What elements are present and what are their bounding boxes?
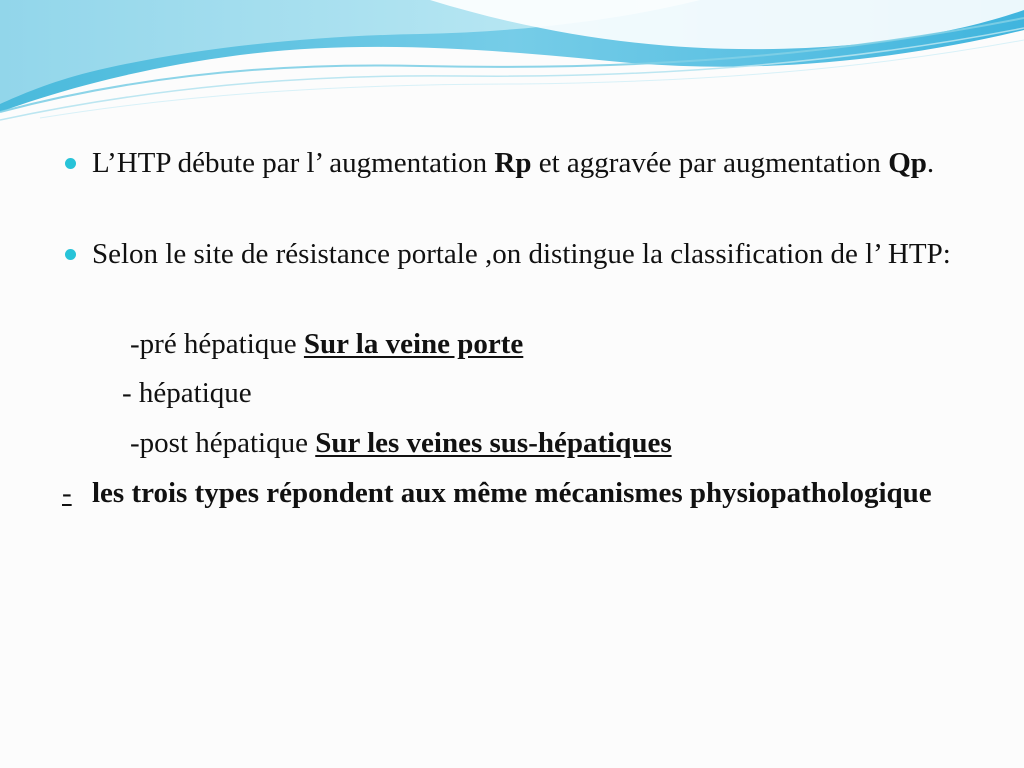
bullet-1-text-2: et aggravée par augmentation [531,147,889,179]
conclusion-text-block [62,473,952,514]
bullet-1-bold-rp: Rp [494,147,532,179]
classification-label: - hépatique [122,377,252,409]
bullet-1-bold-qp: Qp [888,147,927,179]
bullet-dot-icon [65,249,76,260]
bullet-1-text: L’HTP débute par l’ augmentation [92,147,495,179]
bullet-item-2 [92,234,952,275]
bullet-dot-icon [65,158,76,169]
classification-detail: Sur les veines sus-hépatiques [315,427,672,459]
classification-detail: Sur la veine porte [303,328,524,360]
conclusion-dash: - [62,477,72,509]
conclusion-text: les trois types répondent aux même mécanismes physiopathologique [92,477,932,509]
classification-label: -pré hépatique [130,328,304,360]
classification-label: -post hépatique [130,427,316,459]
classification-post-hepatique [130,423,672,464]
bullet-1-text-3: . [926,147,935,179]
bullet-item-1 [92,143,952,184]
classification-pre-hepatique [130,324,523,365]
bullet-2-text: Selon le site de résistance portale ,on distingue la classification de l’ HTP: [92,238,951,270]
classification-hepatique [122,373,252,414]
